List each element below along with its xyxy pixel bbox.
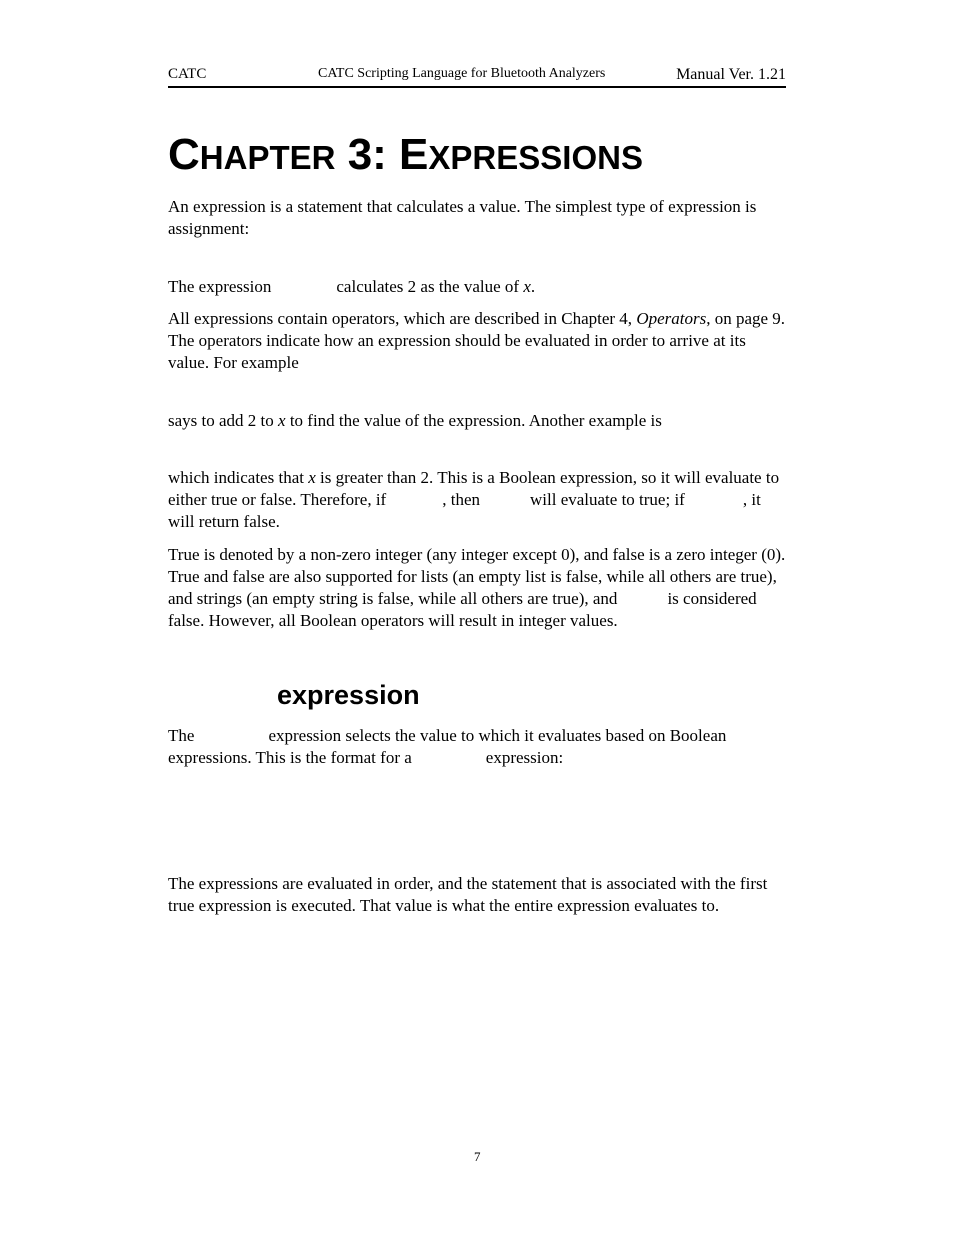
gt-text-a: which indicates that: [168, 468, 304, 487]
paragraph-truth: [168, 544, 786, 632]
gt-text-c: , then: [442, 490, 480, 509]
page-number: 7: [474, 1149, 481, 1164]
paragraph-add: [168, 410, 786, 432]
add-text-a: says to add 2 to: [168, 411, 274, 430]
chapter-title-hapter: HAPTER: [199, 139, 336, 176]
chapter-title-number: 3: E: [335, 130, 429, 179]
paragraph-boolean: [168, 467, 786, 533]
paragraph-intro: An expression is a statement that calculates a value. The simplest type of expression is assignment:: [168, 197, 757, 238]
truth-text-a: True is denoted by a non-zero integer (any integer except 0), and false is a zero integer (0). True and false are also supported for lists (an empty list is false, while all others are true), and strings (an empty string is false, while all others are true), and: [168, 545, 786, 608]
ops-reference: Operators: [636, 309, 707, 328]
paragraph-assignment: [168, 276, 786, 298]
gt-text-b: is greater than 2. This is a Boolean expression, so it will evaluate to either true or false. Therefore, if: [168, 468, 780, 509]
ops-text-b: , on page 9. The operators indicate how an expression should be evaluated in order to arrive at its value. For example: [168, 309, 786, 372]
sel-text-b: expression selects the value to which it evaluates based on Boolean expressions. This is the format for a: [168, 726, 727, 767]
truth-text-b: is considered false. However, all Boolean operators will result in integer values.: [168, 589, 757, 630]
header-left: CATC: [168, 66, 207, 82]
assign-var: x: [523, 277, 531, 296]
assign-end: .: [530, 277, 536, 296]
section-heading: expression: [277, 680, 420, 710]
paragraph-order: The expressions are evaluated in order, and the statement that is associated with the first true expression is executed. That value is what the entire expression evaluates to.: [168, 874, 768, 915]
assign-text-a: The expression: [168, 277, 272, 296]
chapter-title-xpressions: XPRESSIONS: [428, 139, 643, 176]
sel-text-c: expression:: [485, 748, 564, 767]
document-page: [168, 0, 786, 1235]
header-center: CATC Scripting Language for Bluetooth Analyzers: [318, 66, 606, 81]
gt-text-d: will evaluate to true; if: [530, 490, 685, 509]
ops-text-a: All expressions contain operators, which are described in Chapter 4,: [168, 309, 633, 328]
sel-text-a: The: [168, 726, 195, 745]
header-right: Manual Ver. 1.21: [676, 66, 786, 83]
paragraph-operators: [168, 308, 786, 374]
gt-var: x: [308, 468, 316, 487]
add-text-b: to find the value of the expression. Another example is: [289, 411, 662, 430]
chapter-title-c: C: [168, 130, 200, 179]
running-header: [168, 64, 786, 88]
chapter-title: [168, 130, 643, 183]
add-var: x: [278, 411, 286, 430]
paragraph-select: [168, 725, 786, 769]
assign-text-b: calculates 2 as the value of: [336, 277, 520, 296]
gt-text-e: , it will return false.: [168, 490, 761, 531]
